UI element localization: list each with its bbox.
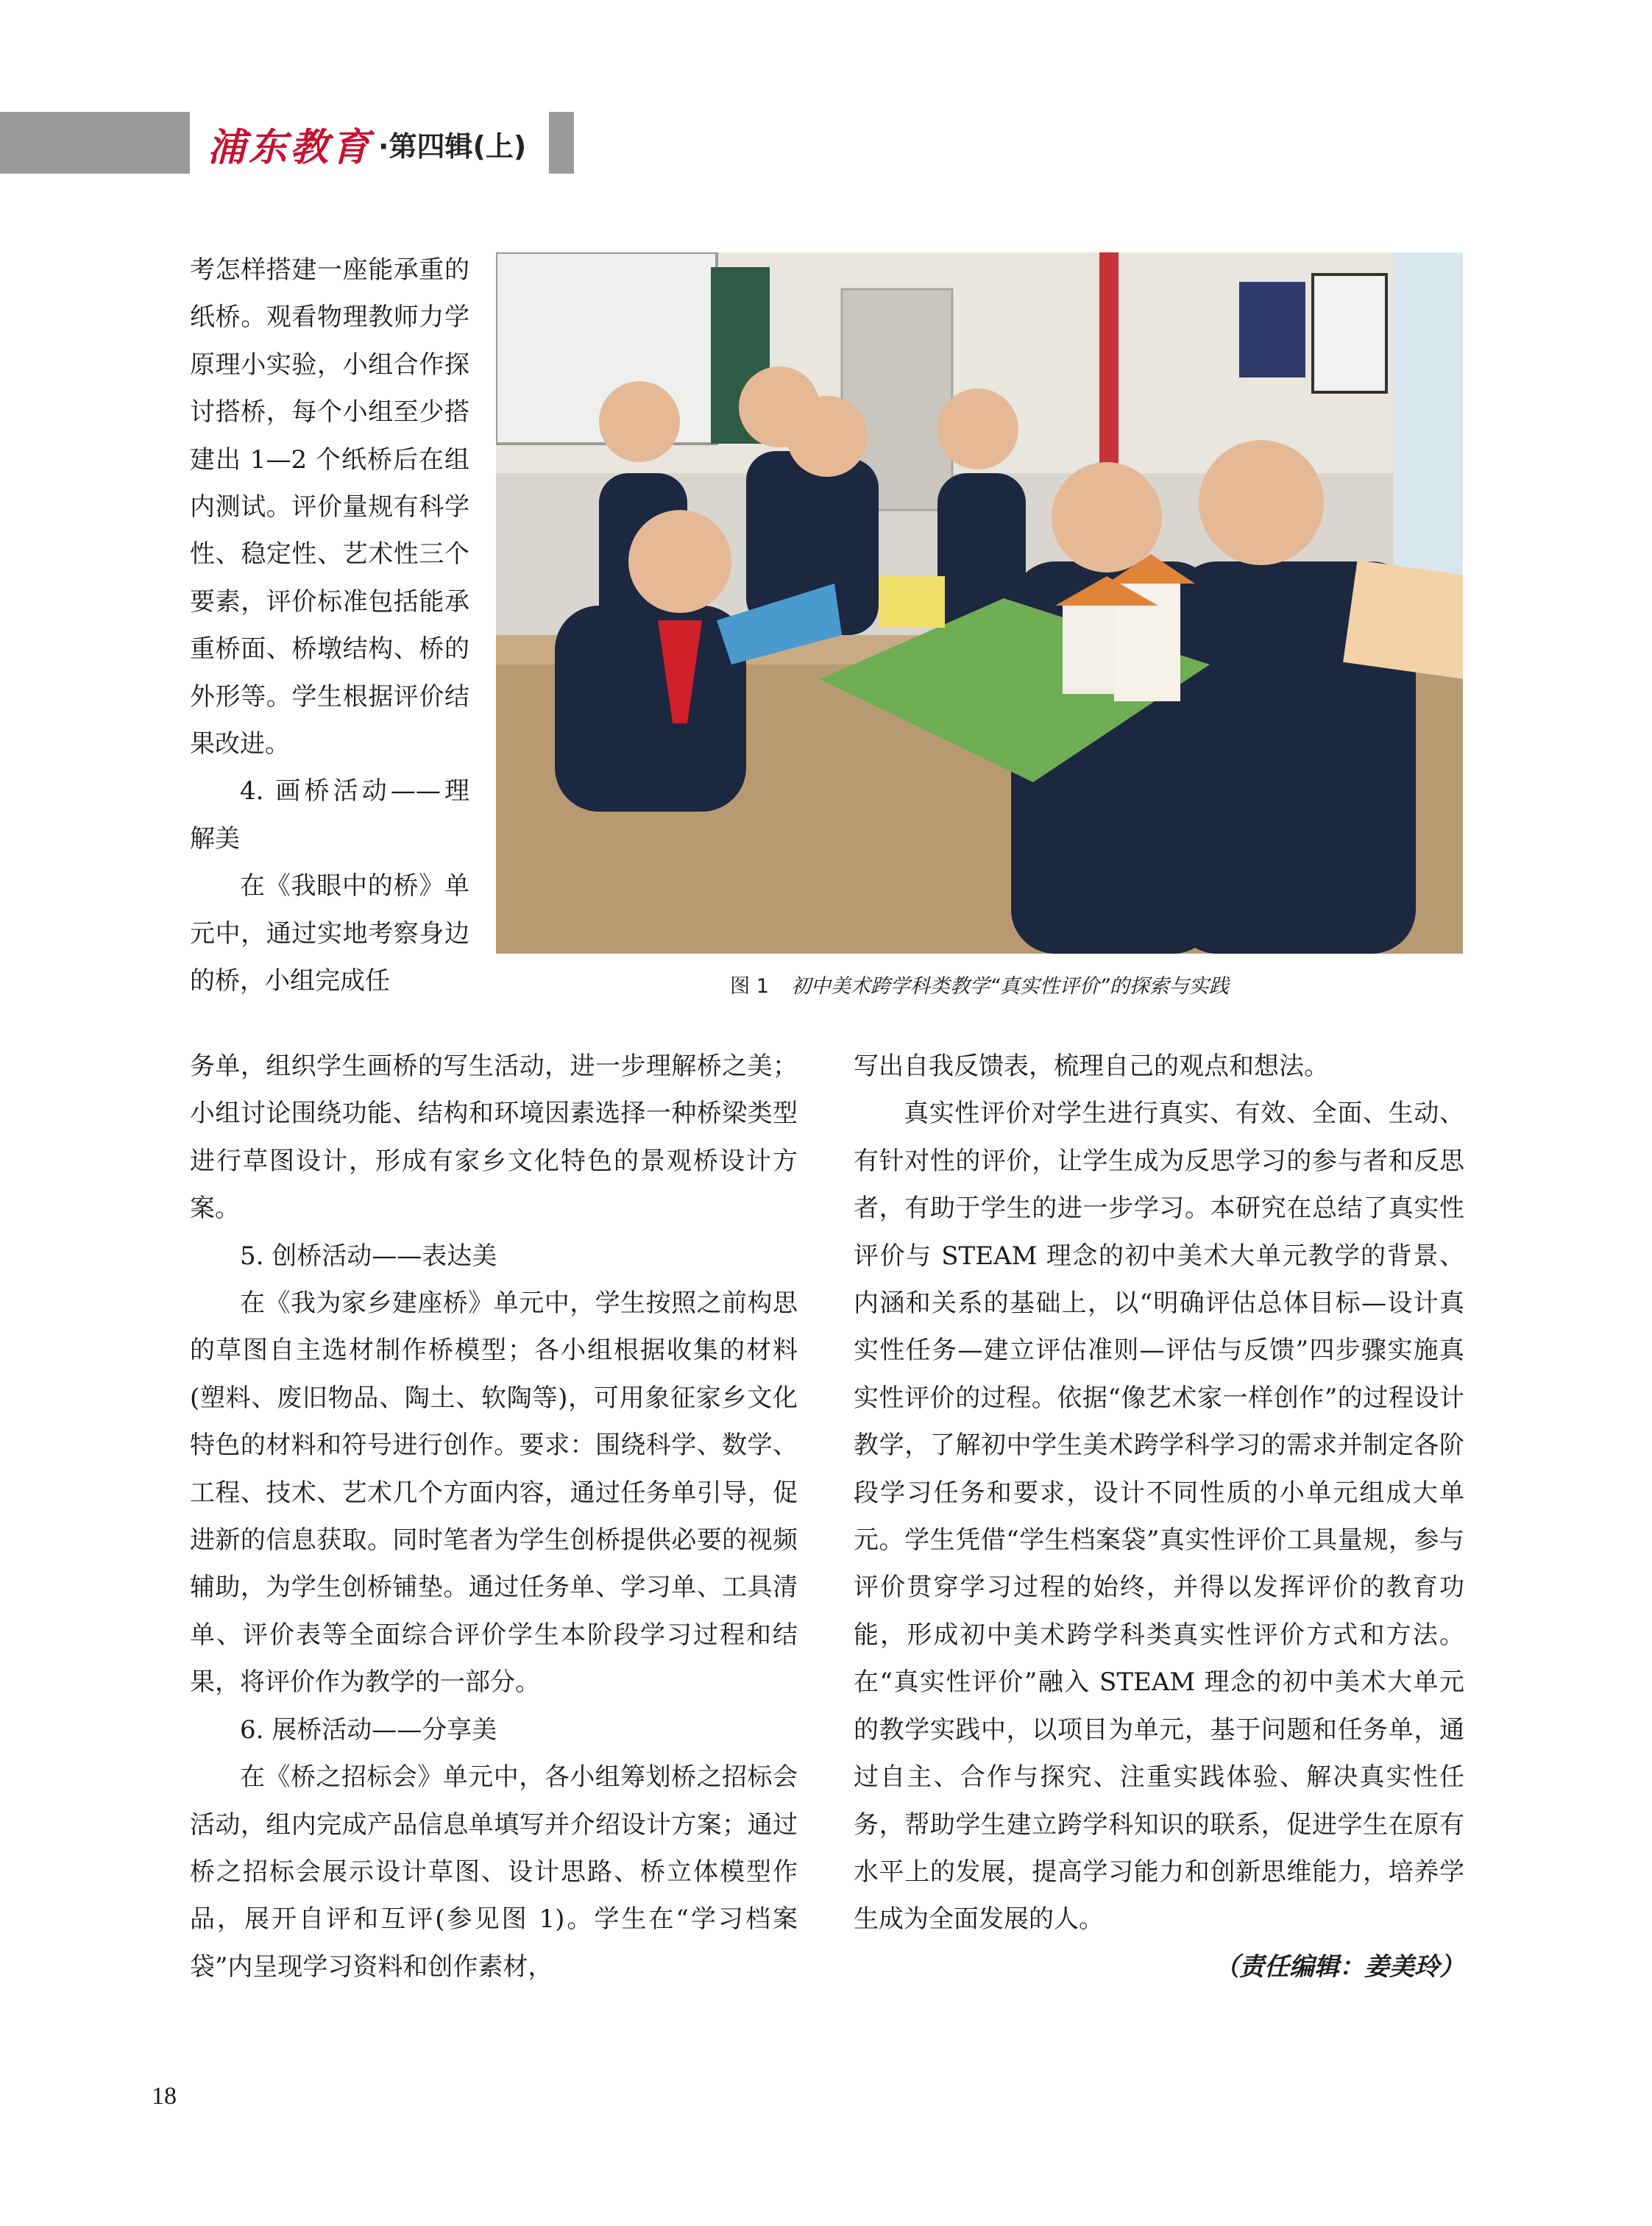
paragraph: 考怎样搭建一座能承重的纸桥。观看物理教师力学原理小实验，小组合作探讨搭桥，每个小组至少搭建出 1—2 个纸桥后在组内测试。评价量规有科学性、稳定性、艺术性三个要素，评价标准包括能承重桥面、桥墩结构、桥的外形等。学生根据评价结果改进。 bbox=[190, 255, 469, 759]
text-column-right bbox=[854, 1043, 1464, 1991]
magazine-name: 浦东教育 bbox=[208, 124, 373, 170]
editor-note: （责任编辑：姜美玲） bbox=[1214, 1952, 1464, 1982]
paragraph: 写出自我反馈表，梳理自己的观点和想法。 bbox=[854, 1052, 1329, 1081]
figure-caption-text: 初中美术跨学科类教学“真实性评价”的探索与实践 bbox=[790, 975, 1229, 998]
section-heading: 6. 展桥活动——分享美 bbox=[240, 1715, 497, 1745]
figure-caption bbox=[496, 970, 1463, 999]
running-header bbox=[208, 118, 526, 169]
paragraph: 务单，组织学生画桥的写生活动，进一步理解桥之美；小组讨论围绕功能、结构和环境因素选择一种桥梁类型进行草图设计，形成有家乡文化特色的景观桥设计方案。 bbox=[190, 1052, 798, 1224]
classroom-photo-illustration bbox=[496, 252, 1463, 954]
figure-number: 图 1 bbox=[730, 975, 769, 998]
paragraph: 真实性评价对学生进行真实、有效、全面、生动、有针对性的评价，让学生成为反思学习的参与者和反思者，有助于学生的进一步学习。本研究在总结了真实性评价与 STEAM 理念的初中美术大单元教学的背景、内涵和关系的基础上，以“明确评估总体目标—设计真实性任务—建立评估准则—评估与反馈”四步骤实施真实性评价的过程。依据“像艺术家一样创作”的过程设计教学，了解初中学生美术跨学科学习的需求并制定各阶段学习任务和要求，设计不同性质的小单元组成大单元。学生凭借“学生档案袋”真实性评价工具量规，参与评价贯穿学习过程的始终，并得以发挥评价的教育功能，形成初中美术跨学科类真实性评价方式和方法。在“真实性评价”融入 STEAM 理念的初中美术大单元的教学实践中，以项目为单元，基于问题和任务单，通过自主、合作与探究、注重实践体验、解决真实性任务，帮助学生建立跨学科知识的联系，促进学生在原有水平上的发展，提高学习能力和创新思维能力，培养学生成为全面发展的人。 bbox=[854, 1099, 1464, 1935]
paragraph: 在《桥之招标会》单元中，各小组筹划桥之招标会活动，组内完成产品信息单填写并介绍设计方案；通过桥之招标会展示设计草图、设计思路、桥立体模型作品，展开自评和互评(参见图 1)。学生在“学习档案袋”内呈现学习资料和创作素材， bbox=[190, 1762, 798, 1982]
page-number: 18 bbox=[152, 2083, 177, 2110]
section-heading: 4. 画桥活动——理解美 bbox=[190, 776, 469, 854]
issue-label: ·第四辑(上) bbox=[378, 130, 527, 163]
editor-line bbox=[854, 1943, 1464, 1991]
text-column-left bbox=[190, 1043, 798, 1991]
header-bar-right bbox=[549, 112, 574, 174]
text-column-narrow bbox=[190, 247, 469, 1005]
paragraph: 在《我为家乡建座桥》单元中，学生按照之前构思的草图自主选材制作桥模型；各小组根据收集的材料(塑料、废旧物品、陶土、软陶等)，可用象征家乡文化特色的材料和符号进行创作。要求：围绕科学、数学、工程、技术、艺术几个方面内容，通过任务单引导，促进新的信息获取。同时笔者为学生创桥提供必要的视频辅助，为学生创桥铺垫。通过任务单、学习单、工具清单、评价表等全面综合评价学生本阶段学习过程和结果，将评价作为教学的一部分。 bbox=[190, 1289, 798, 1698]
figure-photo bbox=[496, 252, 1463, 954]
section-heading: 5. 创桥活动——表达美 bbox=[240, 1241, 497, 1271]
header-bar-left bbox=[0, 112, 190, 174]
paragraph: 在《我眼中的桥》单元中，通过实地考察身边的桥，小组完成任 bbox=[190, 871, 469, 996]
